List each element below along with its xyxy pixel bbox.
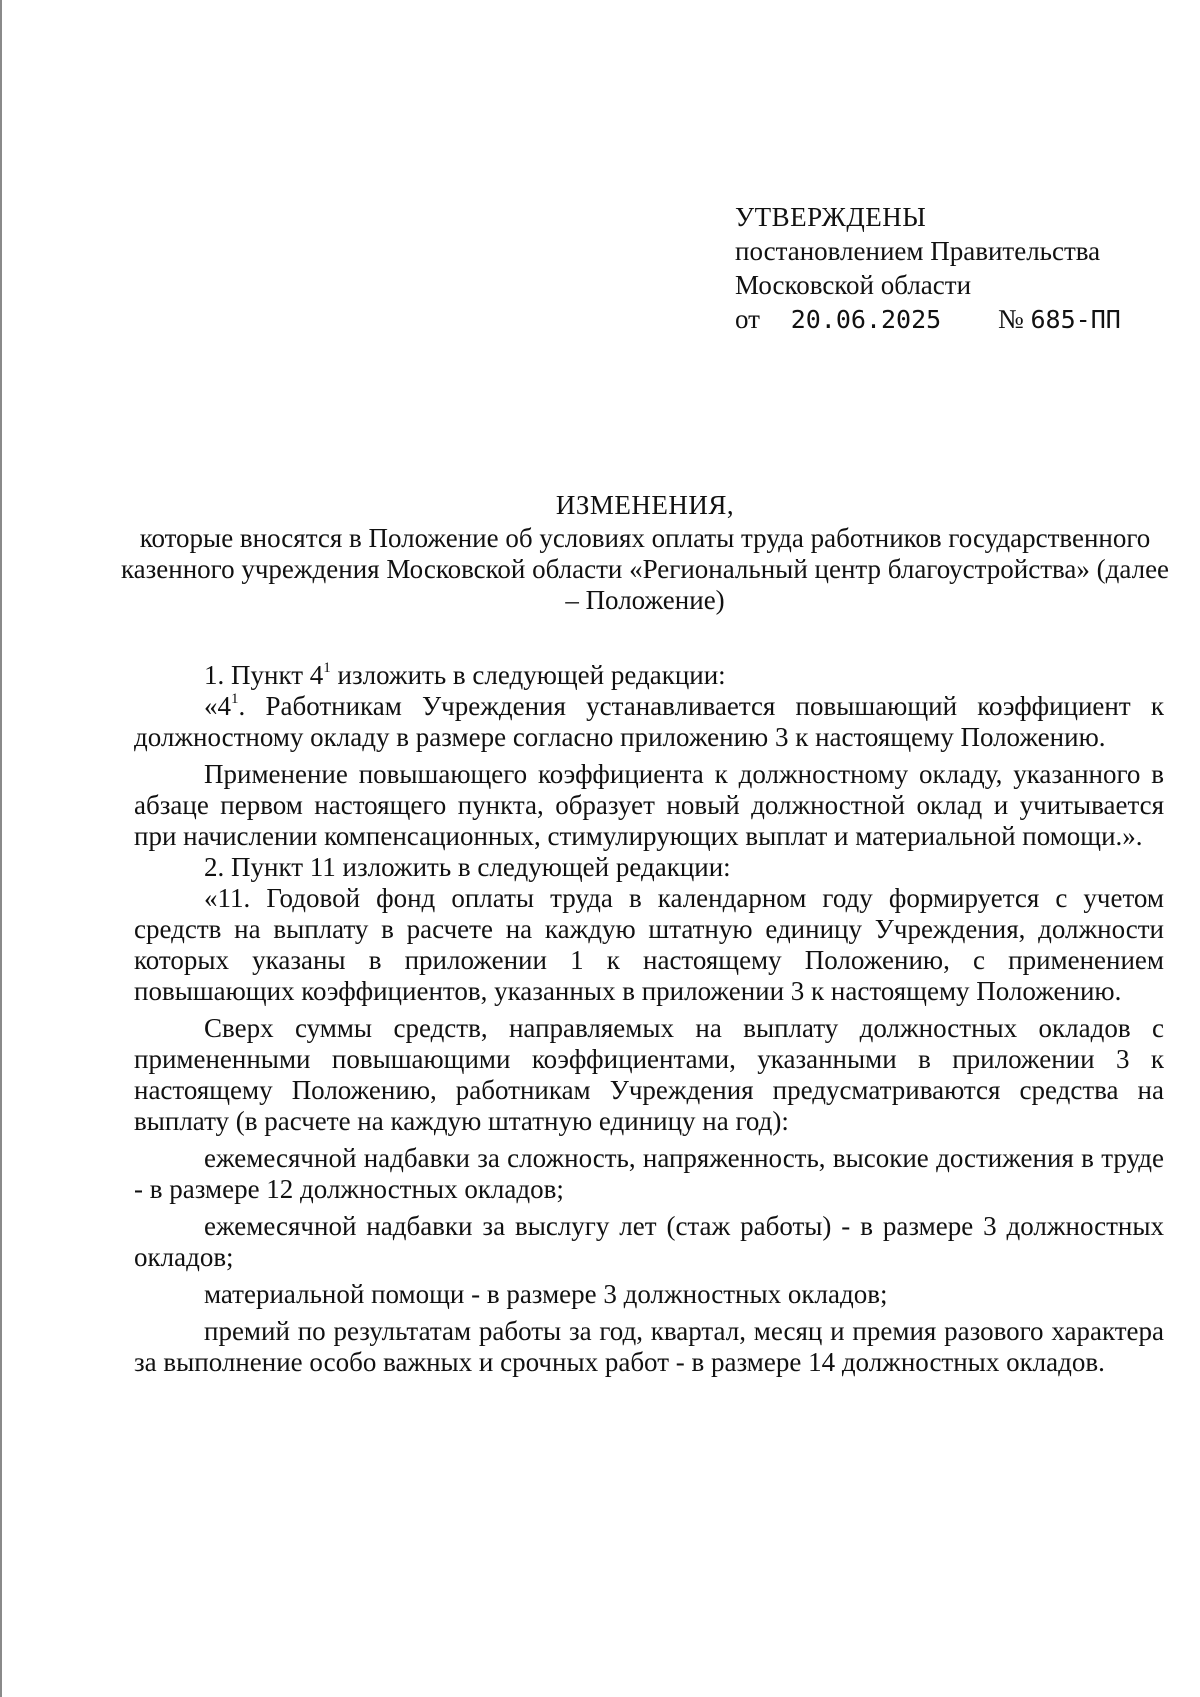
paragraph-2-superscript: 1 xyxy=(231,691,239,707)
paragraph-2 xyxy=(134,691,1164,753)
approval-date-line xyxy=(735,302,1165,337)
paragraph-8: ежемесячной надбавки за выслугу лет (стаж работы) - в размере 3 должностных окладов; xyxy=(134,1211,1164,1272)
paragraph-6: Сверх суммы средств, направляемых на выплату должностных окладов с примененными повышающими коэффициентами, указанными в приложении 3 к настоящему Положению, работникам Учреждения предусматриваются средства на выплату (в расчете на каждую штатную единицу на год): xyxy=(134,1013,1164,1136)
paragraph-2-text: «4 xyxy=(204,691,231,721)
heading-title: ИЗМЕНЕНИЯ, xyxy=(555,490,735,520)
heading-subtitle: которые вносятся в Положение об условиях оплаты труда работников государственного казенного учреждения Московской области «Региональный центр благоустройства» (далее – Положение) xyxy=(120,523,1170,615)
approval-line-2: Московской области xyxy=(735,270,972,300)
document-heading xyxy=(120,490,1170,616)
approval-line-1: постановлением Правительства xyxy=(735,236,1101,266)
approval-title: УТВЕРЖДЕНЫ xyxy=(735,202,927,232)
paragraph-1-text-end: изложить в следующей редакции: xyxy=(330,660,726,690)
paragraph-1 xyxy=(134,660,1164,691)
approval-date: 20.06.2025 xyxy=(790,305,942,334)
paragraph-5: «11. Годовой фонд оплаты труда в календарном году формируется с учетом средств на выплату в расчете на каждую штатную единицу Учреждения, должности которых указаны в приложении 1 к настоящему Положению, с применением повышающих коэффициентов, указанных в приложении 3 к настоящему Положению. xyxy=(134,883,1164,1006)
paragraph-1-superscript: 1 xyxy=(323,660,331,676)
paragraph-4: 2. Пункт 11 изложить в следующей редакции: xyxy=(204,852,731,882)
paragraph-1-text: 1. Пункт 4 xyxy=(204,660,324,690)
document-body xyxy=(134,660,1164,1378)
paragraph-7: ежемесячной надбавки за сложность, напряженность, высокие достижения в труде - в размере 12 должностных окладов; xyxy=(134,1143,1164,1204)
paragraph-2-text-end: . Работникам Учреждения устанавливается повышающий коэффициент к должностному окладу в размере согласно приложению 3 к настоящему Положению. xyxy=(134,691,1164,752)
approval-from-label: от xyxy=(735,304,760,334)
paragraph-9: материальной помощи - в размере 3 должностных окладов; xyxy=(204,1279,888,1309)
paragraph-10: премий по результатам работы за год, квартал, месяц и премия разового характера за выполнение особо важных и срочных работ - в размере 14 должностных окладов. xyxy=(134,1316,1164,1377)
approval-number: 685-ПП xyxy=(1030,305,1121,334)
paragraph-3: Применение повышающего коэффициента к должностному окладу, указанного в абзаце первом настоящего пункта, образует новый должностной оклад и учитывается при начислении компенсационных, стимулирующих выплат и материальной помощи.». xyxy=(134,759,1164,851)
page-edge xyxy=(0,0,2,1697)
approval-stamp xyxy=(735,200,1165,337)
approval-number-label: № xyxy=(997,304,1024,334)
